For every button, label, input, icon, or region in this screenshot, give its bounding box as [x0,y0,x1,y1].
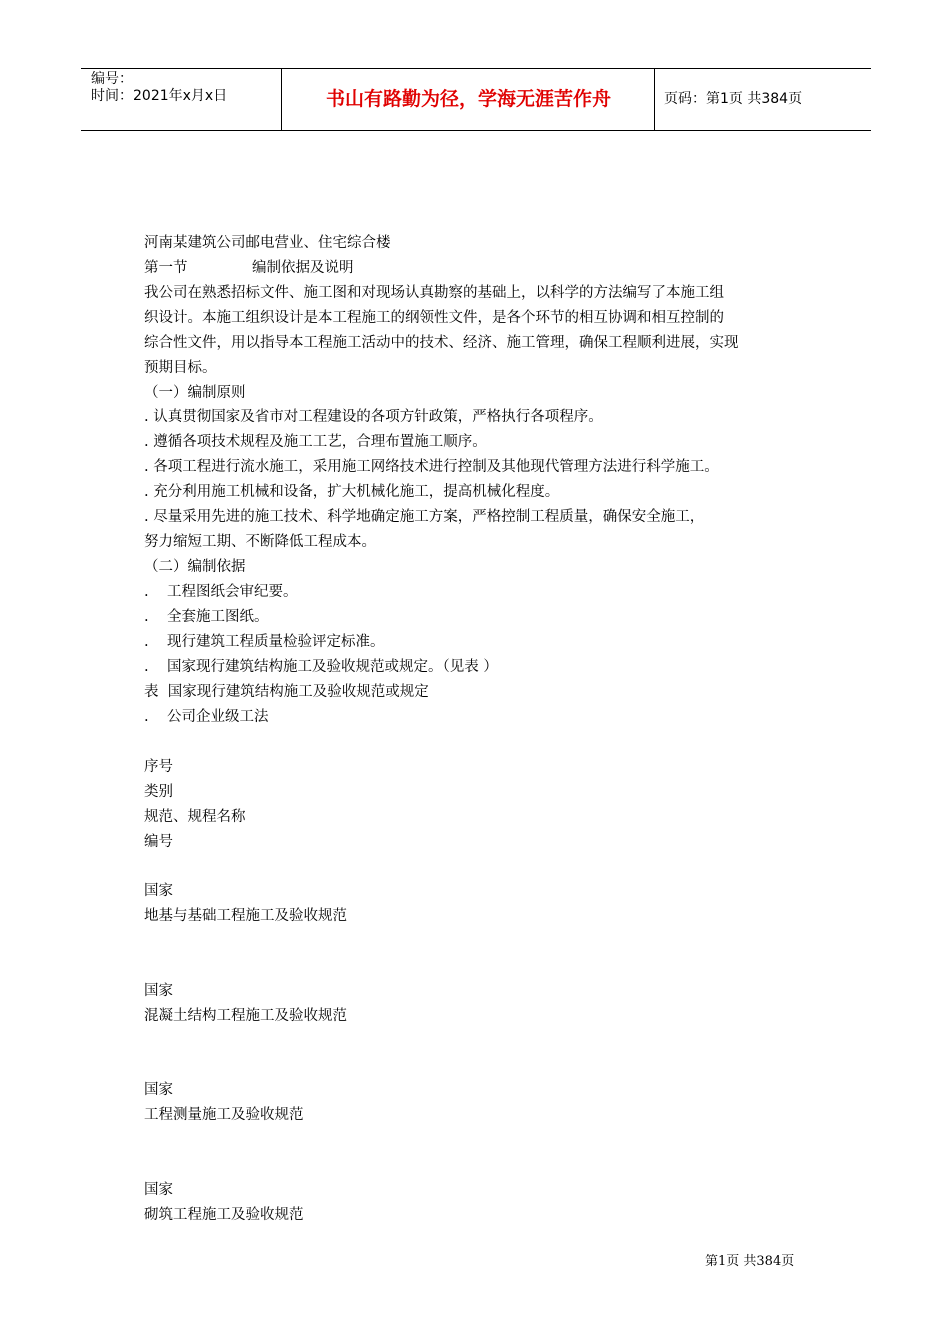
table-cell: 混凝土结构工程施工及验收规范 [144,1008,347,1024]
table-cell: 地基与基础工程施工及验收规范 [144,908,347,924]
list-item: . 认真贯彻国家及省市对工程建设的各项方针政策，严格执行各项程序。 [144,409,603,425]
page-footer: 第1页 共384页 [705,1254,795,1269]
table-header-cell: 编号 [144,834,173,850]
list-item: . 充分利用施工机械和设备，扩大机械化施工，提高机械化程度。 [144,484,560,500]
header-meta [91,71,227,105]
time-label: 时间：2021年x月x日 [91,88,228,104]
table-cell: 工程测量施工及验收规范 [144,1107,304,1123]
list-item-continued: 努力缩短工期、不断降低工程成本。 [144,534,376,550]
table-header-cell: 类别 [144,784,173,800]
list-item: . 尽量采用先进的施工技术、科学地确定施工方案，严格控制工程质量，确保安全施工， [144,509,705,525]
paragraph-line: 综合性文件，用以指导本工程施工活动中的技术、经济、施工管理，确保工程顺利进展，实现 [144,335,739,351]
table-cell: 国家 [144,1082,173,1098]
list-item: . 遵循各项技术规程及施工工艺，合理布置施工顺序。 [144,434,487,450]
list-item: . 各项工程进行流水施工，采用施工网络技术进行控制及其他现代管理方法进行科学施工。 [144,459,719,475]
subsection-heading: （一）编制原则 [144,385,246,401]
list-item: . 国家现行建筑结构施工及验收规范或规定。（见表 ） [144,659,498,675]
table-cell: 国家 [144,883,173,899]
page-header [81,68,871,131]
table-cell: 国家 [144,983,173,999]
doc-title: 河南某建筑公司邮电营业、住宅综合楼 [144,235,391,251]
paragraph-line: 我公司在熟悉招标文件、施工图和对现场认真勘察的基础上，以科学的方法编写了本施工组 [144,285,724,301]
number-label: 编号： [91,71,133,87]
list-item: . 公司企业级工法 [144,709,269,725]
table-header-cell: 序号 [144,759,173,775]
section-heading: 第一节 编制依据及说明 [144,260,354,276]
paragraph-line: 织设计。本施工组织设计是本工程施工的纲领性文件，是各个环节的相互协调和相互控制的 [144,310,724,326]
header-divider [281,69,282,130]
paragraph-line: 预期目标。 [144,360,217,376]
header-divider [654,69,655,130]
header-motto: 书山有路勤为径，学海无涯苦作舟 [325,88,611,110]
header-page-info: 页码：第1页 共384页 [664,91,803,107]
table-caption: 表 国家现行建筑结构施工及验收规范或规定 [144,684,429,700]
table-cell: 国家 [144,1182,173,1198]
subsection-heading: （二）编制依据 [144,559,246,575]
list-item: . 全套施工图纸。 [144,609,269,625]
list-item: . 工程图纸会审纪要。 [144,584,298,600]
table-cell: 砌筑工程施工及验收规范 [144,1207,304,1223]
table-header-cell: 规范、规程名称 [144,809,246,825]
list-item: . 现行建筑工程质量检验评定标准。 [144,634,385,650]
